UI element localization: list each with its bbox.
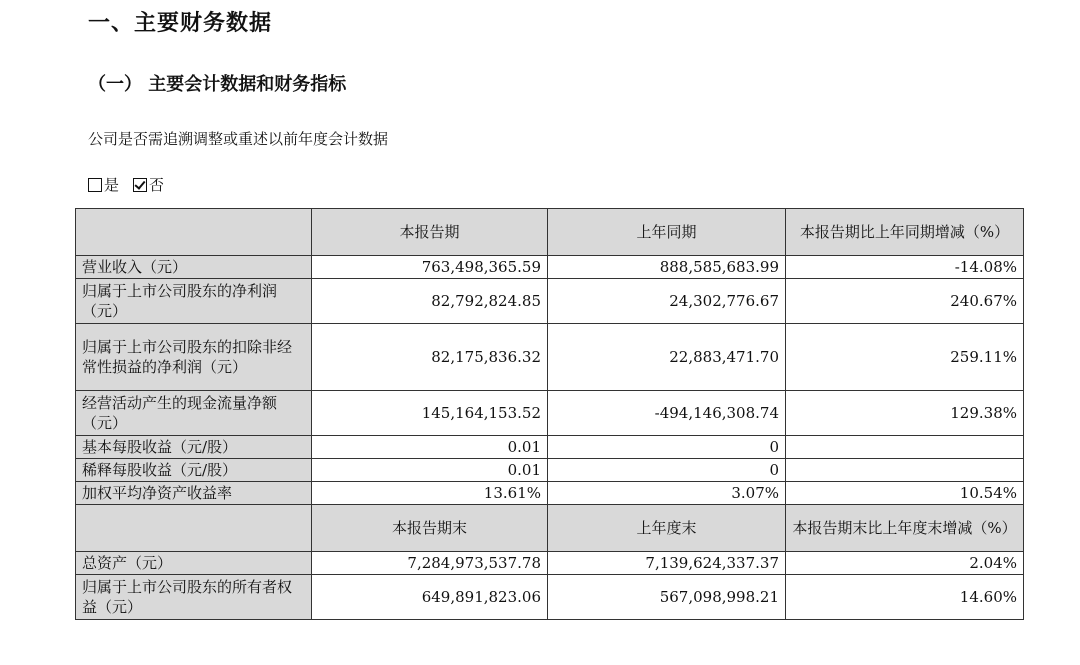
- restatement-choice: [88, 174, 164, 195]
- prior-value: 22,883,471.70: [548, 324, 786, 391]
- current-value: 649,891,823.06: [312, 575, 548, 620]
- row-label: 归属于上市公司股东的扣除非经常性损益的净利润（元）: [76, 324, 312, 391]
- current-value: 13.61%: [312, 482, 548, 505]
- change-value: 10.54%: [786, 482, 1024, 505]
- table-header-cell: 上年度末: [548, 505, 786, 552]
- restatement-question: 公司是否需追溯调整或重述以前年度会计数据: [88, 130, 389, 148]
- checked-box-icon: [133, 178, 147, 192]
- change-value: -14.08%: [786, 256, 1024, 279]
- prior-value: 888,585,683.99: [548, 256, 786, 279]
- table-row: [76, 459, 1024, 482]
- table-row: [76, 256, 1024, 279]
- current-value: 763,498,365.59: [312, 256, 548, 279]
- unchecked-box-icon: [88, 178, 102, 192]
- table-row: [76, 279, 1024, 324]
- change-value: 240.67%: [786, 279, 1024, 324]
- prior-value: -494,146,308.74: [548, 391, 786, 436]
- change-value: [786, 459, 1024, 482]
- table-header-cell: 本报告期比上年同期增减（%）: [786, 209, 1024, 256]
- table-row: [76, 324, 1024, 391]
- row-label: 营业收入（元）: [76, 256, 312, 279]
- prior-value: 0: [548, 459, 786, 482]
- row-label: 归属于上市公司股东的净利润（元）: [76, 279, 312, 324]
- table-header-cell: 本报告期末: [312, 505, 548, 552]
- header-blank-cell: [76, 209, 312, 256]
- choice-yes: [88, 174, 119, 195]
- table-row: [76, 391, 1024, 436]
- table-row: [76, 575, 1024, 620]
- change-value: [786, 436, 1024, 459]
- prior-value: 567,098,998.21: [548, 575, 786, 620]
- table-header-row: [76, 505, 1024, 552]
- row-label: 加权平均净资产收益率: [76, 482, 312, 505]
- prior-value: 7,139,624,337.37: [548, 552, 786, 575]
- table-header-row: [76, 209, 1024, 256]
- table-row: [76, 552, 1024, 575]
- table-row: [76, 436, 1024, 459]
- change-value: 2.04%: [786, 552, 1024, 575]
- choice-no: [133, 174, 164, 195]
- row-label: 稀释每股收益（元/股）: [76, 459, 312, 482]
- prior-value: 3.07%: [548, 482, 786, 505]
- header-blank-cell: [76, 505, 312, 552]
- current-value: 82,175,836.32: [312, 324, 548, 391]
- subsection-heading: （一） 主要会计数据和财务指标: [88, 74, 347, 95]
- current-value: 82,792,824.85: [312, 279, 548, 324]
- current-value: 0.01: [312, 459, 548, 482]
- prior-value: 0: [548, 436, 786, 459]
- change-value: 129.38%: [786, 391, 1024, 436]
- current-value: 0.01: [312, 436, 548, 459]
- table-header-cell: 上年同期: [548, 209, 786, 256]
- current-value: 7,284,973,537.78: [312, 552, 548, 575]
- choice-no-label: 否: [149, 176, 165, 194]
- row-label: 经营活动产生的现金流量净额（元）: [76, 391, 312, 436]
- table-header-cell: 本报告期: [312, 209, 548, 256]
- row-label: 基本每股收益（元/股）: [76, 436, 312, 459]
- change-value: 259.11%: [786, 324, 1024, 391]
- section-heading: 一、主要财务数据: [88, 11, 273, 36]
- financial-data-table: [75, 208, 1024, 620]
- table-row: [76, 482, 1024, 505]
- prior-value: 24,302,776.67: [548, 279, 786, 324]
- change-value: 14.60%: [786, 575, 1024, 620]
- row-label: 归属于上市公司股东的所有者权益（元）: [76, 575, 312, 620]
- choice-yes-label: 是: [104, 176, 120, 194]
- current-value: 145,164,153.52: [312, 391, 548, 436]
- row-label: 总资产（元）: [76, 552, 312, 575]
- table-header-cell: 本报告期末比上年度末增减（%）: [786, 505, 1024, 552]
